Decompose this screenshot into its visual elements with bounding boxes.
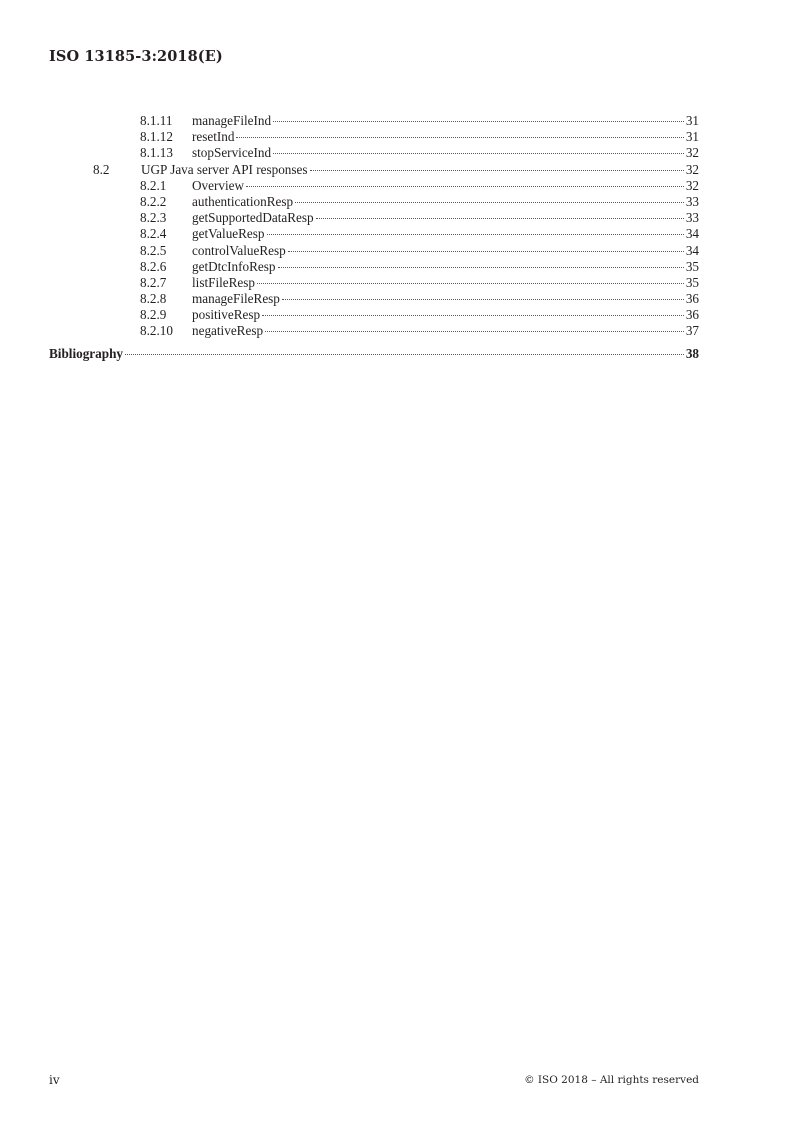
toc-entry-line (192, 178, 699, 194)
toc-entry[interactable] (49, 323, 699, 339)
toc-entry-page: 37 (685, 323, 699, 339)
toc-dot-leader (288, 251, 684, 252)
copyright-notice: © ISO 2018 – All rights reserved (524, 1074, 699, 1086)
toc-entry[interactable] (49, 307, 699, 323)
toc-entry-title: resetInd (192, 129, 235, 145)
toc-entry-page: 32 (685, 177, 699, 193)
toc-entry-number: 8.2.10 (140, 323, 173, 339)
toc-entry-title: authenticationResp (192, 193, 294, 209)
toc-dot-leader (278, 267, 684, 268)
toc-entry[interactable] (49, 259, 699, 275)
toc-entry-page: 31 (685, 129, 699, 145)
toc-entry-title: manageFileResp (192, 291, 280, 307)
page-number: iv (49, 1073, 60, 1087)
toc-entry-page: 33 (685, 193, 699, 209)
toc-entry-line (49, 346, 699, 362)
toc-entry-line (192, 129, 699, 145)
toc-entry-line (141, 162, 699, 178)
toc-dot-leader (282, 299, 684, 300)
toc-entry[interactable] (49, 210, 699, 226)
toc-entry-title: controlValueResp (192, 242, 286, 258)
toc-entry[interactable] (49, 129, 699, 145)
toc-entry-number: 8.2.4 (140, 226, 167, 242)
toc-dot-leader (262, 315, 684, 316)
toc-entry[interactable] (49, 275, 699, 291)
toc-entry-page: 35 (685, 274, 699, 290)
toc-entry-title: manageFileInd (192, 113, 272, 128)
toc-entry-number: 8.2.2 (140, 193, 167, 209)
toc-entry-number: 8.2.7 (140, 274, 167, 290)
toc-entry-title: negativeResp (192, 323, 264, 339)
table-of-contents (49, 113, 699, 362)
toc-entry-number: 8.2.3 (140, 210, 167, 226)
toc-entry-line (192, 259, 699, 275)
document-header: ISO 13185-3:2018(E) (49, 48, 223, 65)
toc-dot-leader (273, 121, 684, 122)
toc-dot-leader (236, 137, 683, 138)
toc-entry[interactable] (49, 243, 699, 259)
toc-entry[interactable] (49, 162, 699, 178)
toc-entry-line (192, 113, 699, 129)
toc-entry-line (192, 307, 699, 323)
toc-entry-title: stopServiceInd (192, 145, 272, 161)
toc-entry-page: 34 (685, 226, 699, 242)
toc-entry-line (192, 194, 699, 210)
toc-entry-number: 8.2.6 (140, 258, 167, 274)
toc-entry-line (192, 145, 699, 161)
toc-entry[interactable] (49, 346, 699, 362)
toc-entry-title: listFileResp (192, 274, 256, 290)
toc-entry[interactable] (49, 291, 699, 307)
toc-entry-title: positiveResp (192, 307, 261, 323)
toc-entry-line (192, 226, 699, 242)
toc-dot-leader (273, 153, 684, 154)
toc-dot-leader (316, 218, 684, 219)
toc-entry-number: 8.2.8 (140, 291, 167, 307)
toc-entry-page: 34 (685, 242, 699, 258)
toc-entry-number: 8.1.13 (140, 145, 173, 161)
toc-dot-leader (246, 186, 684, 187)
toc-entry-line (192, 323, 699, 339)
toc-entry-number: 8.2.9 (140, 307, 167, 323)
toc-entry-number: 8.1.12 (140, 129, 173, 145)
toc-entry-line (192, 275, 699, 291)
toc-entry-title: Overview (192, 177, 244, 193)
toc-entry-number: 8.2 (93, 161, 110, 177)
toc-entry-page: 36 (685, 307, 699, 323)
toc-entry[interactable] (49, 178, 699, 194)
toc-entry-line (192, 243, 699, 259)
toc-entry[interactable] (49, 226, 699, 242)
toc-entry-number: 8.2.1 (140, 177, 167, 193)
toc-entry-number: 8.1.11 (140, 113, 173, 128)
toc-entry-page: 36 (685, 291, 699, 307)
toc-entry-line (192, 210, 699, 226)
toc-entry-page: 35 (685, 258, 699, 274)
toc-entry-title: Bibliography (49, 345, 124, 361)
toc-entry-page: 31 (685, 113, 699, 128)
toc-entry-title: UGP Java server API responses (141, 161, 308, 177)
toc-entry-page: 32 (685, 145, 699, 161)
toc-entry[interactable] (49, 194, 699, 210)
toc-entry-page: 33 (685, 210, 699, 226)
toc-entry-title: getValueResp (192, 226, 265, 242)
toc-dot-leader (310, 170, 684, 171)
toc-dot-leader (265, 331, 684, 332)
toc-dot-leader (267, 234, 684, 235)
toc-entry-title: getSupportedDataResp (192, 210, 314, 226)
toc-entry-page: 38 (685, 345, 699, 361)
toc-dot-leader (295, 202, 684, 203)
toc-entry-title: getDtcInfoResp (192, 258, 276, 274)
toc-entry-line (192, 291, 699, 307)
toc-entry-page: 32 (685, 161, 699, 177)
toc-entry-number: 8.2.5 (140, 242, 167, 258)
toc-dot-leader (125, 354, 684, 355)
toc-dot-leader (257, 283, 684, 284)
toc-entry[interactable] (49, 145, 699, 161)
toc-entry[interactable] (49, 113, 699, 129)
